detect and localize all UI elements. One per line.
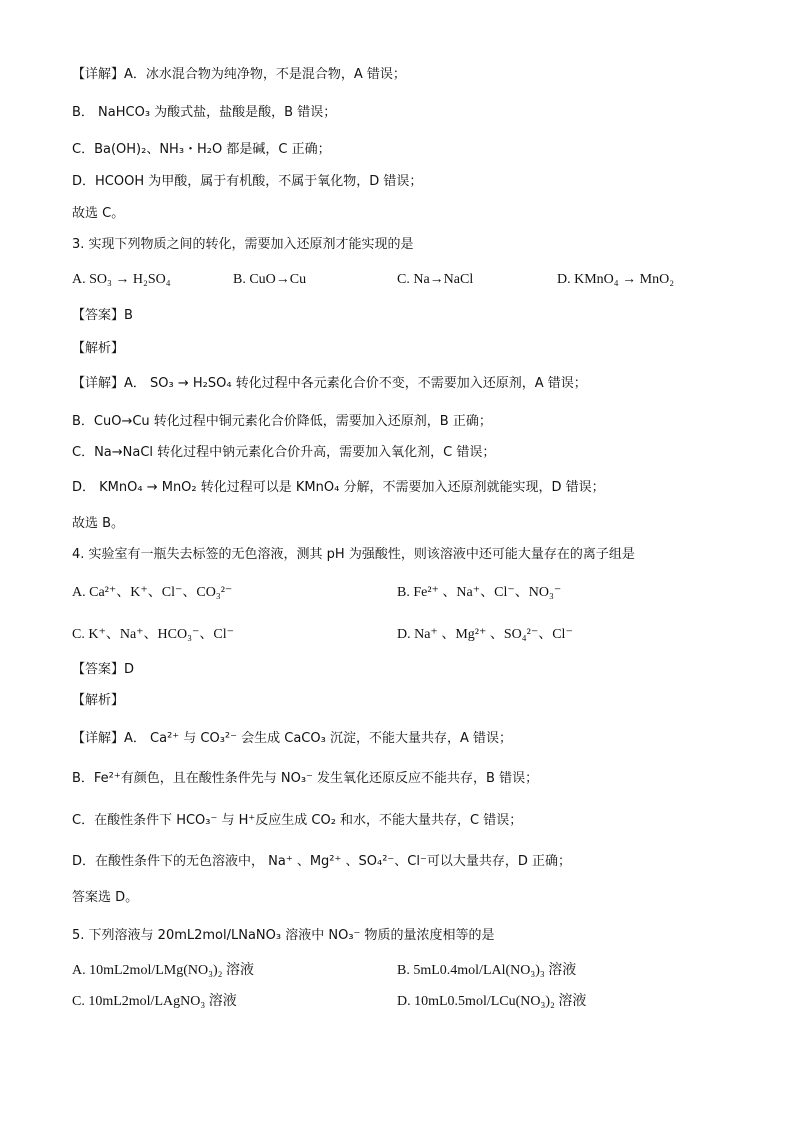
q4-option-d: D. Na⁺ 、Mg²⁺ 、SO₄²⁻、Cl⁻ (397, 627, 573, 642)
q5-option-d: D. 10mL0.5mol/LCu(NO₃)₂ 溶液 (397, 994, 587, 1009)
question-4: 4. 实验室有一瓶失去标签的无色溶液，测其 pH 为强酸性，则该溶液中还可能大量存在的离子组是 (72, 547, 635, 562)
q3-option-b: B. CuO→Cu (233, 272, 307, 287)
question-5: 5. 下列溶液与 20mL2mol/LNaNO₃ 溶液中 NO₃⁻ 物质的量浓度相等的是 (72, 928, 495, 943)
analysis-4-heading: 【解析】 (72, 693, 125, 708)
answer-4: 【答案】D (72, 662, 135, 677)
q4-option-c: C. K⁺、Na⁺、HCO₃⁻、Cl⁻ (72, 627, 234, 642)
analysis-3-heading: 【解析】 (72, 341, 125, 356)
detail-line-d: D．HCOOH 为甲酸，属于有机酸，不属于氧化物，D 错误； (72, 174, 423, 189)
q4-detail-b: B．Fe²⁺有颜色，且在酸性条件先与 NO₃⁻ 发生氧化还原反应不能共存，B 错误； (72, 771, 539, 786)
q3-detail-d: D． KMnO₄ → MnO₂ 转化过程可以是 KMnO₄ 分解，不需要加入还原剂就能实现，D 错误； (72, 480, 605, 495)
q3-detail-a: 【详解】A． SO₃ → H₂SO₄ 转化过程中各元素化合价不变，不需要加入还原剂，A 错误； (72, 376, 587, 391)
q4-detail-a: 【详解】A． Ca²⁺ 与 CO₃²⁻ 会生成 CaCO₃ 沉淀，不能大量共存，A 错误； (72, 731, 512, 746)
q4-conclusion: 答案选 D。 (72, 890, 139, 905)
q4-option-b: B. Fe²⁺ 、Na⁺、Cl⁻、NO₃⁻ (397, 585, 562, 600)
q3-option-d: D. KMnO₄ → MnO₂ (557, 272, 675, 287)
q5-option-b: B. 5mL0.4mol/LAl(NO₃)₃ 溶液 (397, 963, 577, 978)
conclusion-line: 故选 C。 (72, 206, 125, 221)
q5-option-a: A. 10mL2mol/LMg(NO₃)₂ 溶液 (72, 963, 255, 978)
q4-option-a: A. Ca²⁺、K⁺、Cl⁻、CO₃²⁻ (72, 585, 233, 600)
detail-line-b: B． NaHCO₃ 为酸式盐，盐酸是酸，B 错误； (72, 105, 337, 120)
q3-option-a: A. SO₃ → H₂SO₄ (72, 272, 171, 287)
q3-detail-b: B．CuO→Cu 转化过程中铜元素化合价降低，需要加入还原剂，B 正确； (72, 414, 492, 429)
q3-detail-c: C．Na→NaCl 转化过程中钠元素化合价升高，需要加入氧化剂，C 错误； (72, 445, 496, 460)
answer-3: 【答案】B (72, 308, 133, 323)
detail-line-a: 【详解】A．冰水混合物为纯净物，不是混合物，A 错误； (72, 67, 406, 82)
question-3: 3. 实现下列物质之间的转化，需要加入还原剂才能实现的是 (72, 237, 414, 252)
q4-detail-d: D．在酸性条件下的无色溶液中， Na⁺ 、Mg²⁺ 、SO₄²⁻、Cl⁻可以大量共存，D 正确； (72, 854, 571, 869)
q4-detail-c: C．在酸性条件下 HCO₃⁻ 与 H⁺反应生成 CO₂ 和水，不能大量共存，C 错误； (72, 813, 523, 828)
q3-conclusion: 故选 B。 (72, 516, 125, 531)
detail-line-c: C．Ba(OH)₂、NH₃・H₂O 都是碱，C 正确； (72, 142, 331, 157)
q5-option-c: C. 10mL2mol/LAgNO₃ 溶液 (72, 994, 237, 1009)
q3-option-c: C. Na→NaCl (397, 272, 474, 287)
